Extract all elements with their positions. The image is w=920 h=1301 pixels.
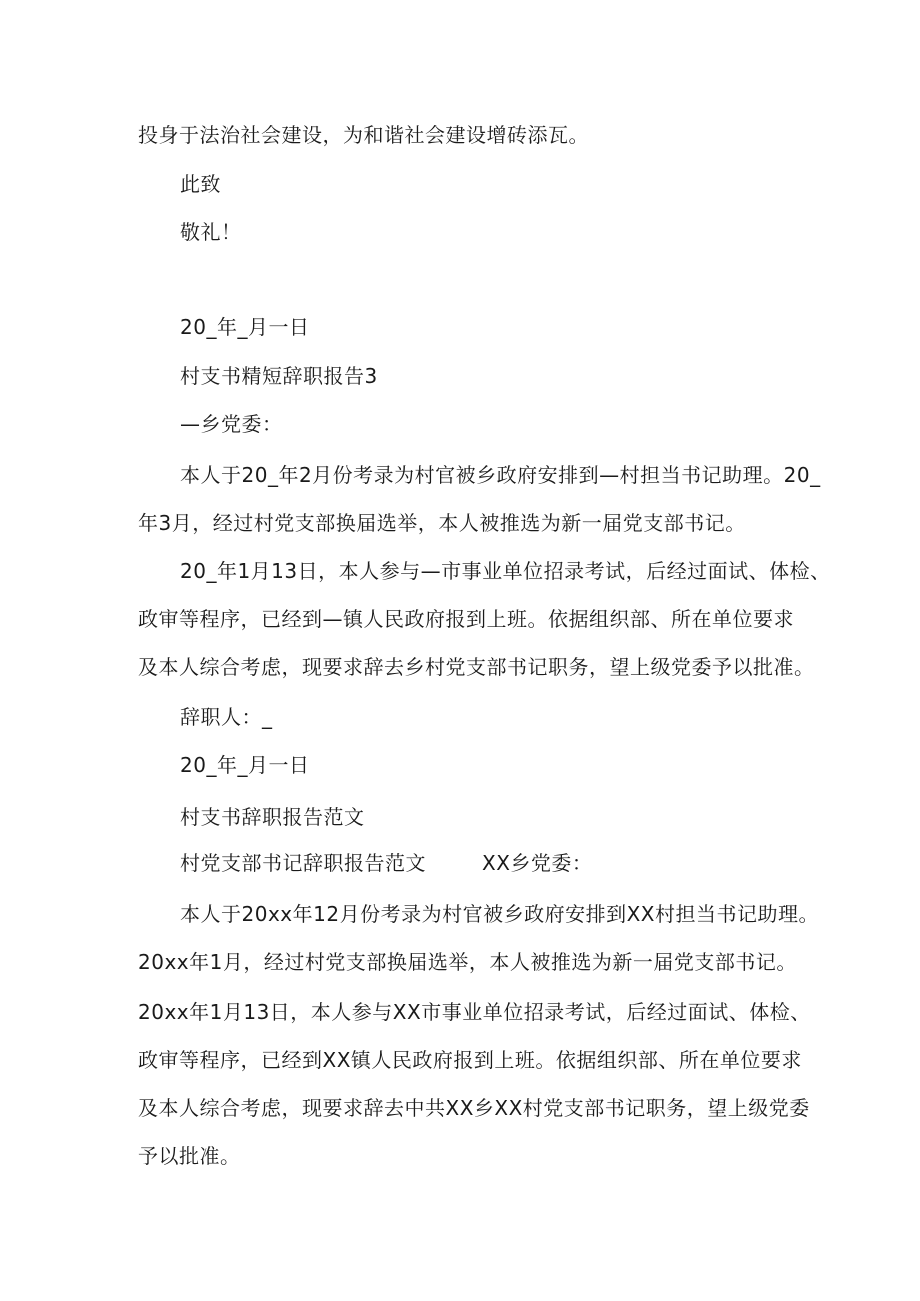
- paragraph-line: 本人于20xx年12月份考录为村官被乡政府安排到XX村担当书记助理。: [180, 902, 819, 926]
- paragraph-line: 政审等程序，已经到XX镇人民政府报到上班。依据组织部、所在单位要求: [138, 1048, 802, 1072]
- paragraph-line: 年3月，经过村党支部换届选举，本人被推选为新一届党支部书记。: [138, 511, 746, 535]
- paragraph-line: 及本人综合考虑，现要求辞去中共XX乡XX村党支部书记职务，望上级党委: [138, 1096, 810, 1120]
- section-title: 村支书精短辞职报告3: [180, 364, 378, 388]
- addressee: —乡党委：: [180, 412, 283, 436]
- paragraph-line: 本人于20_年2月份考录为村官被乡政府安排到—村担当书记助理。20_: [180, 463, 821, 487]
- paragraph-line: 及本人综合考虑，现要求辞去乡村党支部书记职务，望上级党委予以批准。: [138, 655, 815, 679]
- paragraph-line: 20_年1月13日，本人参与—市事业单位招录考试，后经过面试、体检、: [180, 559, 831, 583]
- date-line: 20_年_月一日: [180, 753, 310, 777]
- paragraph-line: 20xx年1月13日，本人参与XX市事业单位招录考试，后经过面试、体检、: [138, 1000, 811, 1024]
- paragraph-line: 予以批准。: [138, 1144, 241, 1168]
- addressee: XX乡党委：: [482, 851, 593, 875]
- subtitle: 村党支部书记辞职报告范文: [180, 851, 426, 875]
- signature-line: 辞职人：_: [180, 705, 273, 729]
- body-paragraph-end: 投身于法治社会建设，为和谐社会建设增砖添瓦。: [138, 123, 589, 147]
- closing-regards: 敬礼！: [180, 220, 242, 244]
- date-line: 20_年_月一日: [180, 315, 310, 339]
- subtitle-with-addressee: [180, 849, 592, 877]
- closing-salutation: 此致: [180, 172, 221, 196]
- section-title: 村支书辞职报告范文: [180, 805, 365, 829]
- paragraph-line: 政审等程序，已经到—镇人民政府报到上班。依据组织部、所在单位要求: [138, 607, 794, 631]
- paragraph-line: 20xx年1月，经过村党支部换届选举，本人被推选为新一届党支部书记。: [138, 950, 797, 974]
